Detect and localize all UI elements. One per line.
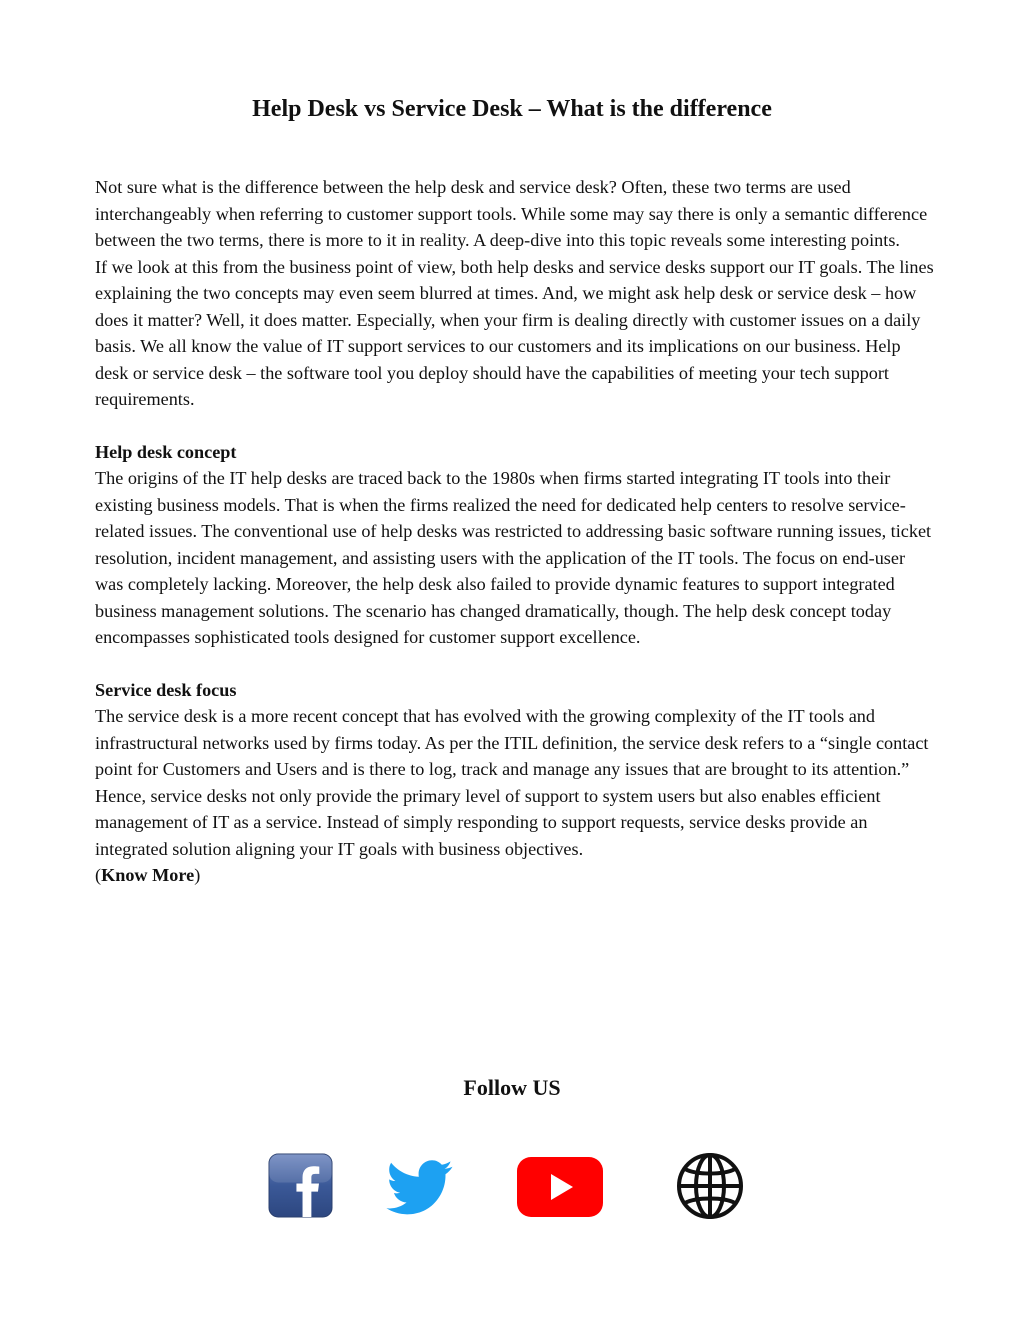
service-desk-paragraph: The service desk is a more recent concept that has evolved with the growing complexity of the IT tools and infrastructural networks used by firms today. As per the ITIL definition, the service desk refers to a “single contact point for Customers and Users and is there to log, track and manage any issues that are brought to its attention.” Hence, service desks not only provide the primary level of support to system users but also enables efficient management of IT as a service. Instead of simply responding to support requests, service desks provide an integrated solution aligning your IT goals with business objectives. <box>95 706 929 859</box>
follow-us-title: Follow US <box>463 1075 561 1100</box>
know-more-link[interactable]: Know More <box>101 865 195 885</box>
know-more-open-paren: ( <box>95 865 102 885</box>
twitter-icon[interactable] <box>386 1160 454 1216</box>
section-gap <box>95 413 935 439</box>
know-more-close-paren: ) <box>194 865 201 885</box>
know-more-line <box>95 862 935 889</box>
section-gap <box>95 651 935 677</box>
page-title: Help Desk vs Service Desk – What is the difference <box>252 96 772 122</box>
service-desk-heading: Service desk focus <box>95 679 237 700</box>
facebook-icon[interactable] <box>268 1153 333 1218</box>
youtube-icon[interactable] <box>517 1157 603 1217</box>
social-links <box>0 1150 1024 1230</box>
intro-paragraph-1: Not sure what is the difference between the help desk and service desk? Often, these two terms are used interchangeably when referring to customer support tools. While some may say there is only a semantic difference between the two terms, there is more to it in reality. A deep-dive into this topic reveals some interesting points. <box>95 177 928 250</box>
intro-paragraph-2: If we look at this from the business point of view, both help desks and service desks support our IT goals. The lines explaining the two concepts may even seem blurred at times. And, we might ask help desk or service desk – how does it matter? Well, it does matter. Especially, when your firm is dealing directly with customer issues on a daily basis. We all know the value of IT support services to our customers and its implications on our business. Help desk or service desk – the software tool you deploy should have the capabilities of meeting your tech support requirements. <box>95 256 934 409</box>
help-desk-paragraph: The origins of the IT help desks are traced back to the 1980s when firms started integrating IT tools into their existing business models. That is when the firms realized the need for dedicated help centers to resolve service-related issues. The conventional use of help desks was restricted to addressing basic software running issues, ticket resolution, incident management, and assisting users with the application of the IT tools. The focus on end-user was completely lacking. Moreover, the help desk also failed to provide dynamic features to support integrated business management solutions. The scenario has changed dramatically, though. The help desk concept today encompasses sophisticated tools designed for customer support excellence. <box>95 468 932 647</box>
help-desk-heading: Help desk concept <box>95 441 237 462</box>
globe-icon[interactable] <box>676 1152 744 1220</box>
article-body <box>95 174 935 889</box>
